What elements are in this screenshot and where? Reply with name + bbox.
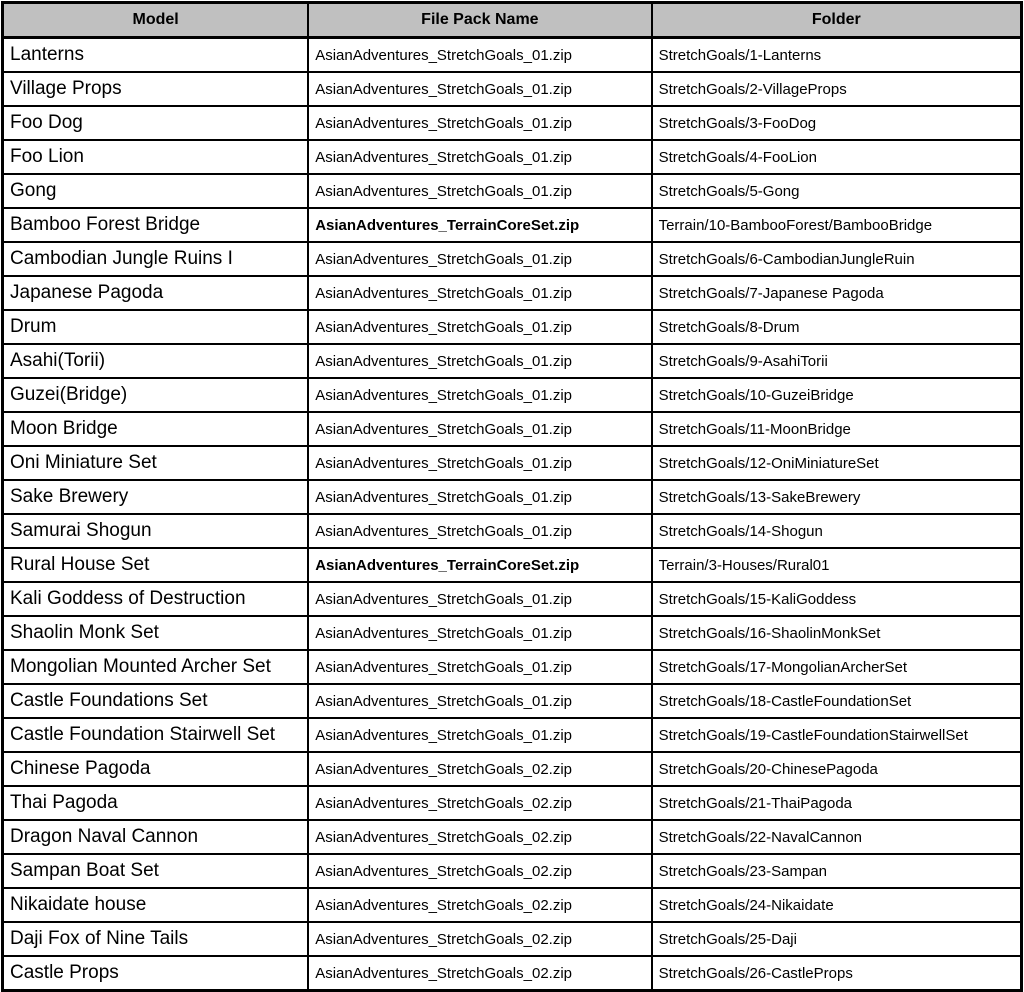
table-row [3, 378, 1022, 412]
table-row [3, 718, 1022, 752]
table-row [3, 752, 1022, 786]
model-cell: Shaolin Monk Set [3, 616, 309, 650]
folder-cell: StretchGoals/26-CastleProps [652, 956, 1022, 991]
model-cell: Castle Props [3, 956, 309, 991]
pack-cell: AsianAdventures_StretchGoals_02.zip [308, 888, 651, 922]
pack-cell: AsianAdventures_StretchGoals_02.zip [308, 786, 651, 820]
file-pack-table [1, 1, 1023, 992]
folder-cell: StretchGoals/3-FooDog [652, 106, 1022, 140]
folder-cell: StretchGoals/9-AsahiTorii [652, 344, 1022, 378]
model-cell: Castle Foundation Stairwell Set [3, 718, 309, 752]
pack-cell: AsianAdventures_StretchGoals_01.zip [308, 72, 651, 106]
table-row [3, 922, 1022, 956]
model-cell: Moon Bridge [3, 412, 309, 446]
folder-cell: StretchGoals/17-MongolianArcherSet [652, 650, 1022, 684]
table-row [3, 310, 1022, 344]
folder-cell: StretchGoals/4-FooLion [652, 140, 1022, 174]
model-cell: Gong [3, 174, 309, 208]
table-row [3, 820, 1022, 854]
pack-cell: AsianAdventures_StretchGoals_02.zip [308, 854, 651, 888]
model-cell: Kali Goddess of Destruction [3, 582, 309, 616]
column-header-model: Model [3, 3, 309, 38]
column-header-folder: Folder [652, 3, 1022, 38]
pack-cell: AsianAdventures_StretchGoals_01.zip [308, 412, 651, 446]
folder-cell: StretchGoals/16-ShaolinMonkSet [652, 616, 1022, 650]
folder-cell: StretchGoals/8-Drum [652, 310, 1022, 344]
table-row [3, 582, 1022, 616]
pack-cell: AsianAdventures_StretchGoals_01.zip [308, 480, 651, 514]
pack-cell: AsianAdventures_StretchGoals_02.zip [308, 956, 651, 991]
model-cell: Village Props [3, 72, 309, 106]
folder-cell: StretchGoals/5-Gong [652, 174, 1022, 208]
model-cell: Cambodian Jungle Ruins I [3, 242, 309, 276]
model-cell: Bamboo Forest Bridge [3, 208, 309, 242]
pack-cell: AsianAdventures_StretchGoals_01.zip [308, 650, 651, 684]
folder-cell: StretchGoals/24-Nikaidate [652, 888, 1022, 922]
model-cell: Nikaidate house [3, 888, 309, 922]
table-row [3, 140, 1022, 174]
model-cell: Foo Dog [3, 106, 309, 140]
table-row [3, 956, 1022, 991]
model-cell: Thai Pagoda [3, 786, 309, 820]
folder-cell: StretchGoals/14-Shogun [652, 514, 1022, 548]
folder-cell: Terrain/3-Houses/Rural01 [652, 548, 1022, 582]
folder-cell: StretchGoals/6-CambodianJungleRuin [652, 242, 1022, 276]
table-row [3, 106, 1022, 140]
folder-cell: StretchGoals/20-ChinesePagoda [652, 752, 1022, 786]
folder-cell: StretchGoals/19-CastleFoundationStairwellSet [652, 718, 1022, 752]
table-row [3, 344, 1022, 378]
model-cell: Castle Foundations Set [3, 684, 309, 718]
model-cell: Oni Miniature Set [3, 446, 309, 480]
pack-cell: AsianAdventures_StretchGoals_02.zip [308, 820, 651, 854]
model-cell: Mongolian Mounted Archer Set [3, 650, 309, 684]
model-cell: Rural House Set [3, 548, 309, 582]
table-row [3, 412, 1022, 446]
pack-cell: AsianAdventures_StretchGoals_02.zip [308, 922, 651, 956]
table-row [3, 786, 1022, 820]
folder-cell: StretchGoals/21-ThaiPagoda [652, 786, 1022, 820]
pack-cell: AsianAdventures_StretchGoals_01.zip [308, 514, 651, 548]
table-header-row [3, 3, 1022, 38]
table-row [3, 548, 1022, 582]
model-cell: Sampan Boat Set [3, 854, 309, 888]
model-cell: Sake Brewery [3, 480, 309, 514]
model-cell: Drum [3, 310, 309, 344]
pack-cell: AsianAdventures_TerrainCoreSet.zip [308, 548, 651, 582]
pack-cell: AsianAdventures_StretchGoals_01.zip [308, 242, 651, 276]
table-row [3, 684, 1022, 718]
table-row [3, 854, 1022, 888]
folder-cell: StretchGoals/13-SakeBrewery [652, 480, 1022, 514]
folder-cell: StretchGoals/7-Japanese Pagoda [652, 276, 1022, 310]
pack-cell: AsianAdventures_StretchGoals_01.zip [308, 582, 651, 616]
table-body [3, 38, 1022, 991]
folder-cell: StretchGoals/1-Lanterns [652, 38, 1022, 73]
model-cell: Asahi(Torii) [3, 344, 309, 378]
folder-cell: StretchGoals/15-KaliGoddess [652, 582, 1022, 616]
table-row [3, 480, 1022, 514]
folder-cell: StretchGoals/25-Daji [652, 922, 1022, 956]
pack-cell: AsianAdventures_StretchGoals_01.zip [308, 140, 651, 174]
pack-cell: AsianAdventures_StretchGoals_01.zip [308, 276, 651, 310]
table-row [3, 888, 1022, 922]
folder-cell: StretchGoals/12-OniMiniatureSet [652, 446, 1022, 480]
pack-cell: AsianAdventures_StretchGoals_01.zip [308, 616, 651, 650]
pack-cell: AsianAdventures_StretchGoals_01.zip [308, 106, 651, 140]
folder-cell: StretchGoals/22-NavalCannon [652, 820, 1022, 854]
model-cell: Samurai Shogun [3, 514, 309, 548]
model-cell: Dragon Naval Cannon [3, 820, 309, 854]
folder-cell: StretchGoals/2-VillageProps [652, 72, 1022, 106]
pack-cell: AsianAdventures_StretchGoals_01.zip [308, 446, 651, 480]
table-row [3, 446, 1022, 480]
table-row [3, 174, 1022, 208]
model-cell: Japanese Pagoda [3, 276, 309, 310]
pack-cell: AsianAdventures_StretchGoals_01.zip [308, 174, 651, 208]
model-cell: Lanterns [3, 38, 309, 73]
pack-cell: AsianAdventures_StretchGoals_01.zip [308, 38, 651, 73]
column-header-pack: File Pack Name [308, 3, 651, 38]
table-row [3, 276, 1022, 310]
folder-cell: StretchGoals/10-GuzeiBridge [652, 378, 1022, 412]
model-cell: Chinese Pagoda [3, 752, 309, 786]
folder-cell: StretchGoals/11-MoonBridge [652, 412, 1022, 446]
document-page [0, 1, 1024, 983]
table-row [3, 208, 1022, 242]
model-cell: Daji Fox of Nine Tails [3, 922, 309, 956]
folder-cell: StretchGoals/18-CastleFoundationSet [652, 684, 1022, 718]
table-row [3, 242, 1022, 276]
folder-cell: StretchGoals/23-Sampan [652, 854, 1022, 888]
table-row [3, 514, 1022, 548]
table-row [3, 616, 1022, 650]
pack-cell: AsianAdventures_TerrainCoreSet.zip [308, 208, 651, 242]
pack-cell: AsianAdventures_StretchGoals_01.zip [308, 718, 651, 752]
pack-cell: AsianAdventures_StretchGoals_01.zip [308, 378, 651, 412]
pack-cell: AsianAdventures_StretchGoals_01.zip [308, 310, 651, 344]
table-row [3, 72, 1022, 106]
model-cell: Guzei(Bridge) [3, 378, 309, 412]
table-row [3, 650, 1022, 684]
folder-cell: Terrain/10-BambooForest/BambooBridge [652, 208, 1022, 242]
pack-cell: AsianAdventures_StretchGoals_02.zip [308, 752, 651, 786]
pack-cell: AsianAdventures_StretchGoals_01.zip [308, 684, 651, 718]
table-row [3, 38, 1022, 73]
pack-cell: AsianAdventures_StretchGoals_01.zip [308, 344, 651, 378]
model-cell: Foo Lion [3, 140, 309, 174]
